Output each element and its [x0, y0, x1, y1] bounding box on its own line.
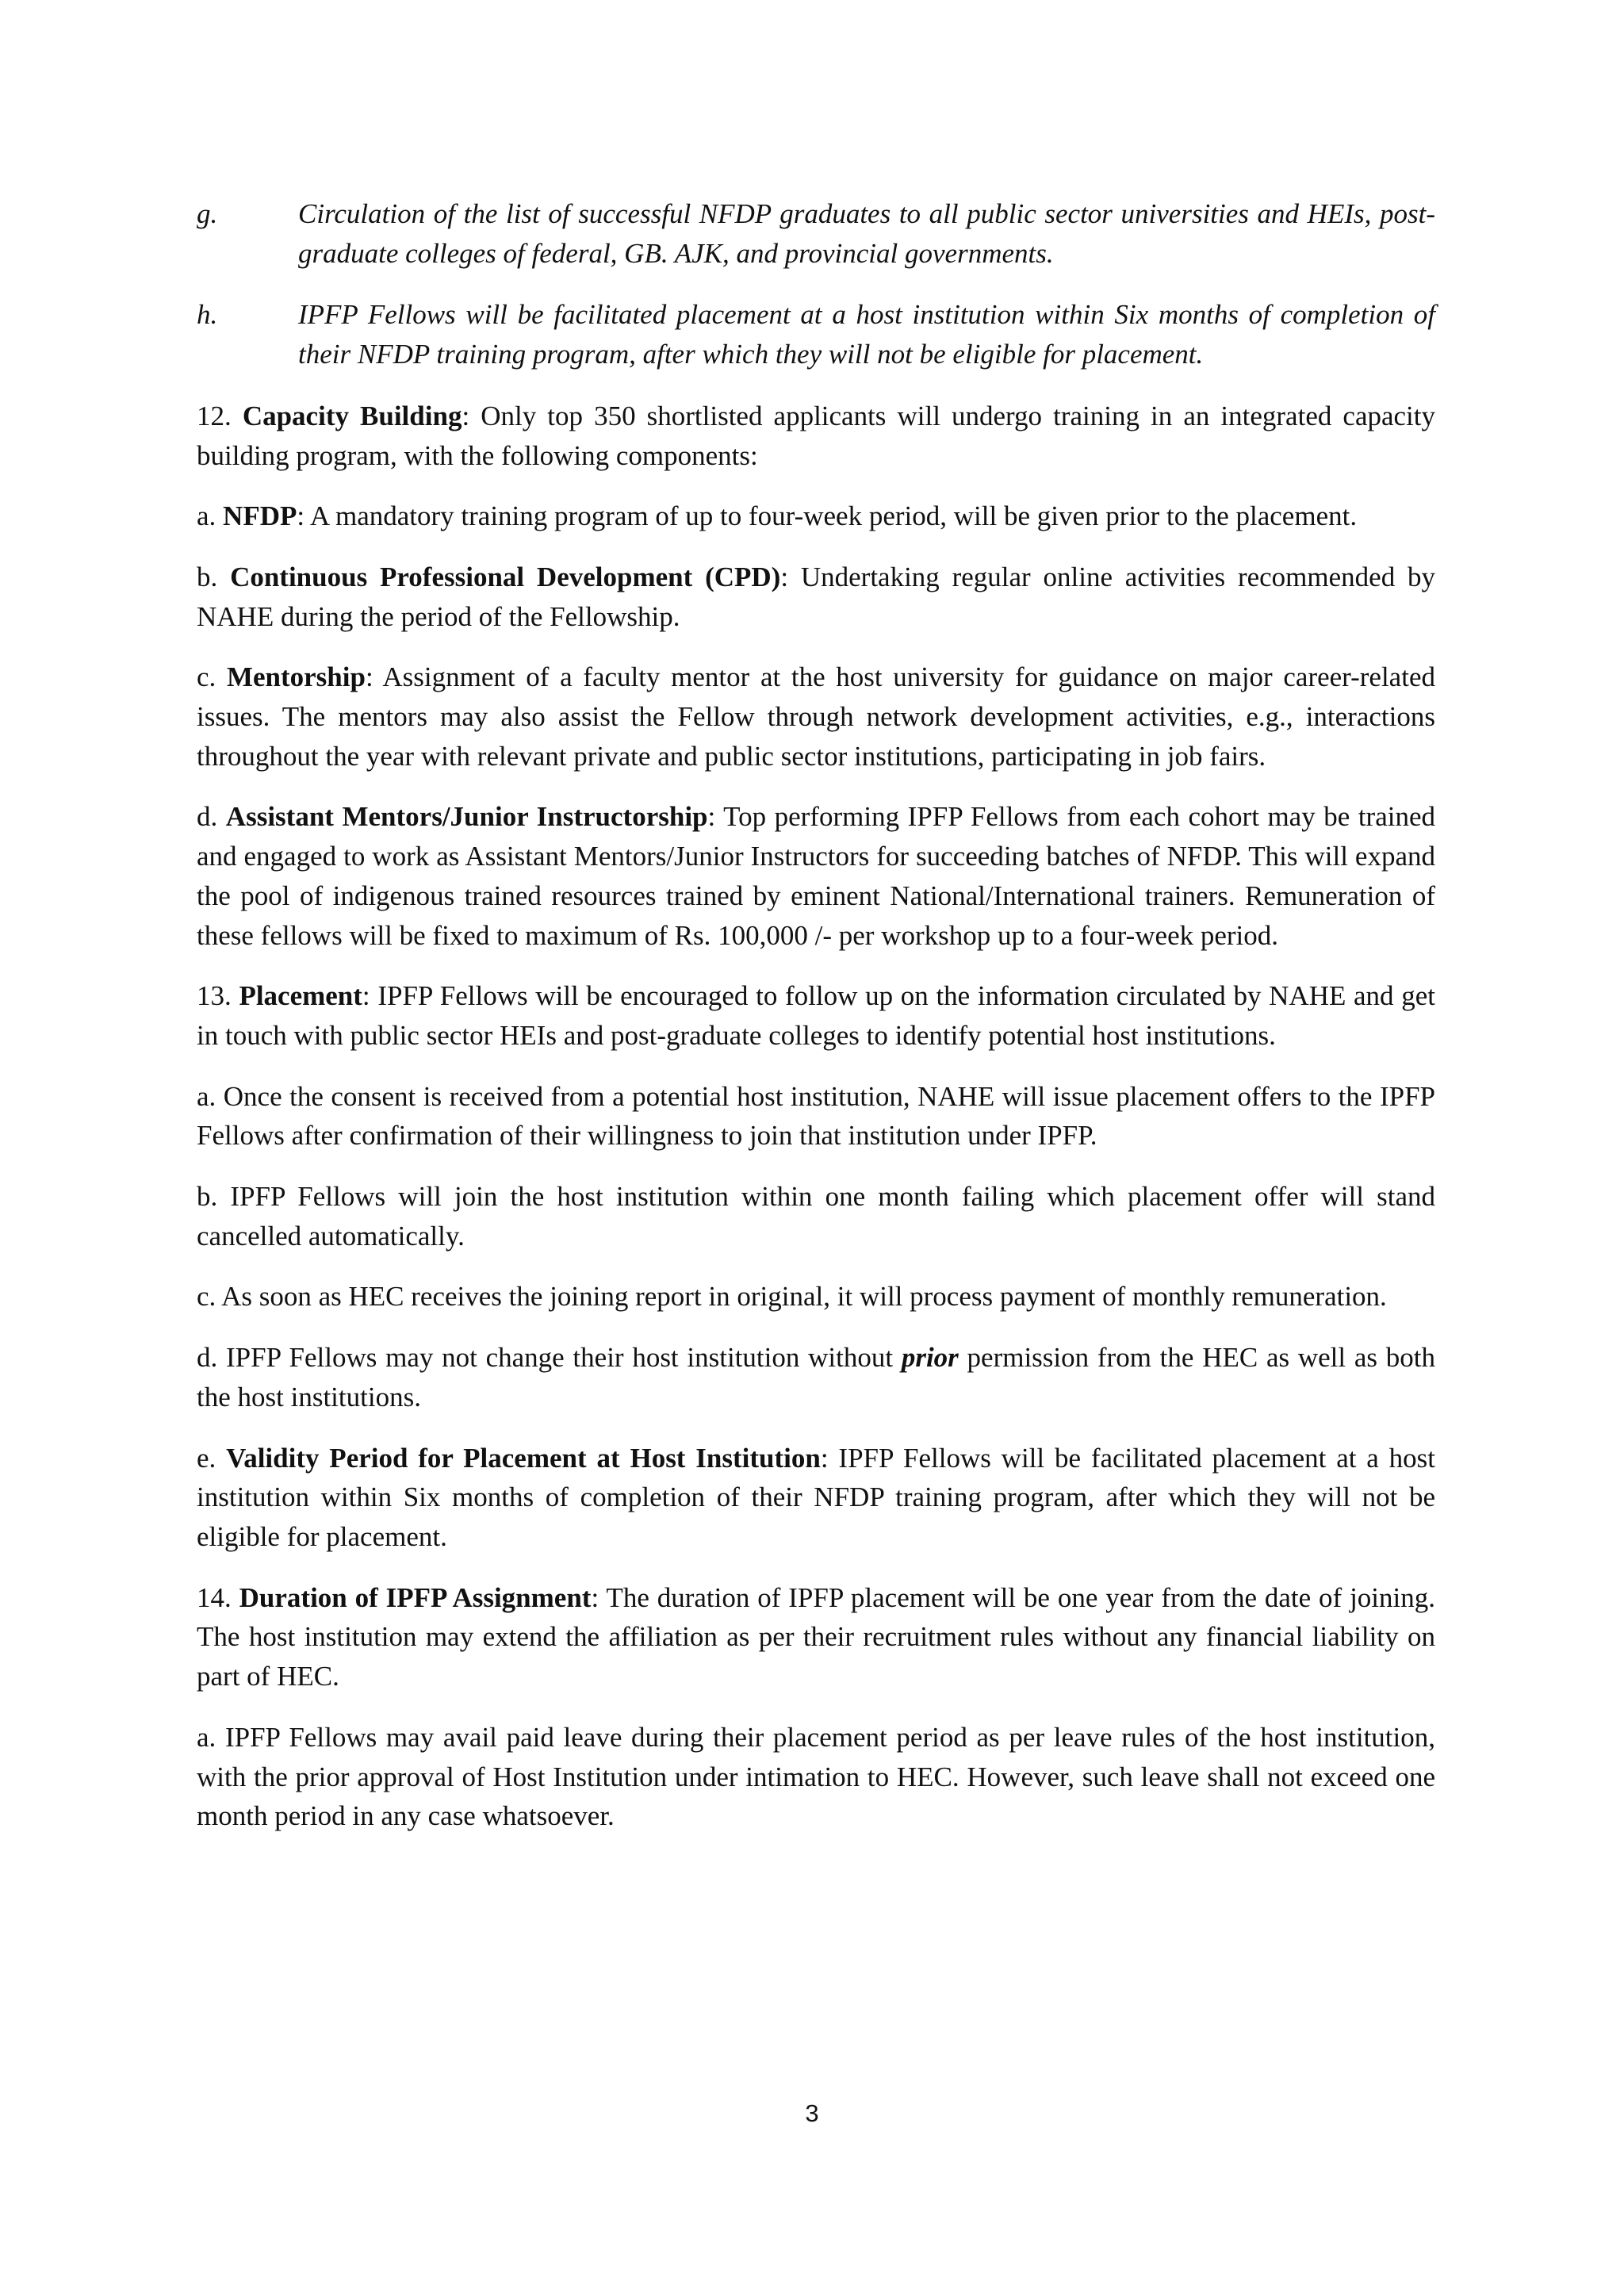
paragraph-number: 14. [197, 1581, 239, 1613]
list-text: Circulation of the list of successful NFDP graduates to all public sector universities and HEIs, post-graduate colleges of federal, GB. AJK, and provincial governments. [298, 198, 1435, 269]
paragraph-text: : Only top 350 shortlisted applicants will undergo training in an integrated capacity building program, with the following components: [197, 400, 1435, 471]
paragraph-heading: Placement [239, 980, 362, 1012]
paragraph-text: : A mandatory training program of up to four-week period, will be given prior to the placement. [297, 500, 1358, 532]
paragraph-text: : Top performing IPFP Fellows from each cohort may be trained and engaged to work as Assistant Mentors/Junior Instructors for succeeding batches of NFDP. This will expand the pool of indigenous trained resources trained by eminent National/International trainers. Remuneration of these fellows will be fixed to maximum of Rs. 100,000 /- per workshop up to a four-week period. [197, 801, 1436, 951]
paragraph-assistant-mentors [197, 797, 1435, 955]
paragraph-duration [197, 1578, 1435, 1696]
paragraph-number: b. [197, 561, 231, 592]
paragraph-number: e. [197, 1442, 227, 1474]
paragraph-number: 12. [197, 400, 243, 431]
paragraph-text: b. IPFP Fellows will join the host institution within one month failing which placement offer will stand cancelled automatically. [197, 1181, 1435, 1251]
paragraph-heading: Continuous Professional Development (CPD) [230, 561, 781, 592]
paragraph-join-host [197, 1177, 1435, 1255]
paragraph-number: d. [197, 801, 226, 833]
paragraph-consent [197, 1077, 1435, 1156]
page-body [197, 194, 1435, 1857]
paragraph-mentorship [197, 657, 1435, 776]
paragraph-text: c. As soon as HEC receives the joining report in original, it will process payment of monthly remuneration. [197, 1281, 1387, 1313]
paragraph-heading: Mentorship [226, 661, 366, 693]
paragraph-text: : IPFP Fellows will be encouraged to follow up on the information circulated by NAHE and get in touch with public sector HEIs and post-graduate colleges to identify potential host institutions. [197, 980, 1436, 1051]
paragraph-cpd [197, 558, 1435, 636]
paragraph-text: permission from the HEC as well as both the host institutions. [197, 1342, 1435, 1412]
paragraph-text: : The duration of IPFP placement will be one year from the date of joining. The host institution may extend the affiliation as per their recruitment rules without any financial liability on part of HEC. [197, 1581, 1436, 1692]
paragraph-capacity-building [197, 397, 1435, 475]
paragraph-placement [197, 976, 1435, 1055]
paragraph-joining-report [197, 1277, 1435, 1317]
list-letter: h. [197, 299, 218, 331]
paragraph-text: d. IPFP Fellows may not change their host institution without [197, 1342, 902, 1374]
paragraph-text: : Assignment of a faculty mentor at the host university for guidance on major career-related issues. The mentors may also assist the Fellow through network development activities, e.g., interactions throughout the year with relevant private and public sector institutions, participating in job fairs. [197, 661, 1435, 772]
list-item-g [197, 194, 1435, 273]
list-text: IPFP Fellows will be facilitated placement at a host institution within Six months of completion of their NFDP training program, after which they will not be eligible for placement. [298, 299, 1435, 370]
paragraph-text: a. Once the consent is received from a potential host institution, NAHE will issue placement offers to the IPFP Fellows after confirmation of their willingness to join that institution under IPFP. [197, 1080, 1435, 1152]
paragraph-paid-leave [197, 1718, 1435, 1836]
paragraph-heading: Assistant Mentors/Junior Instructorship [225, 801, 708, 833]
paragraph-text: a. IPFP Fellows may avail paid leave during their placement period as per leave rules of the host institution, with the prior approval of Host Institution under intimation to HEC. However, such leave shall not exceed one month period in any case whatsoever. [197, 1721, 1435, 1832]
paragraph-text: : Undertaking regular online activities recommended by NAHE during the period of the Fellowship. [197, 561, 1435, 632]
paragraph-heading: Duration of IPFP Assignment [239, 1581, 592, 1613]
list-item-h [197, 295, 1435, 374]
paragraph-text: : IPFP Fellows will be facilitated placement at a host institution within Six months of completion of their NFDP training program, after which they will not be eligible for placement. [197, 1442, 1435, 1552]
paragraph-change-host [197, 1338, 1435, 1416]
list-letter: g. [197, 198, 218, 229]
paragraph-number: 13. [197, 980, 239, 1012]
paragraph-validity-period [197, 1439, 1435, 1557]
paragraph-nfdp [197, 496, 1435, 536]
page-number: 3 [805, 2099, 819, 2127]
paragraph-heading: Validity Period for Placement at Host Institution [226, 1442, 821, 1474]
paragraph-heading: Capacity Building [242, 400, 462, 431]
emphasis-prior: prior [901, 1342, 959, 1374]
paragraph-number: a. [197, 500, 224, 532]
paragraph-number: c. [197, 661, 227, 693]
paragraph-heading: NFDP [223, 500, 297, 532]
